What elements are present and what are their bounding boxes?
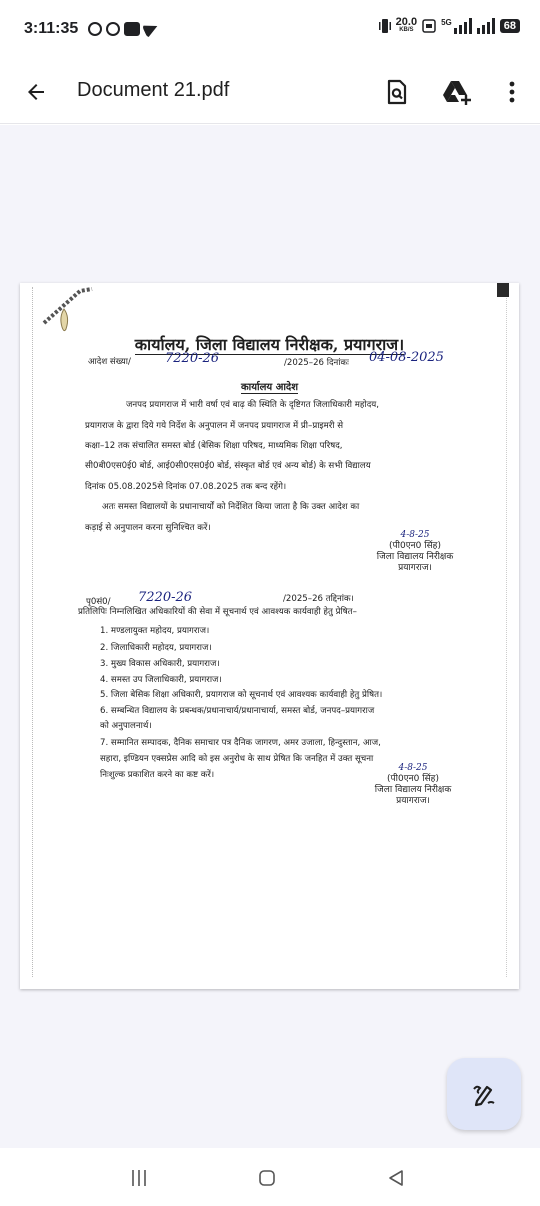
signatory-place: प्रयागराज। (398, 563, 432, 573)
signature-initials: 4-8-25 (400, 530, 430, 540)
net-speed (396, 18, 417, 34)
body-line: जनपद प्रयागराज में भारी वर्षा एवं बाढ़ की स्थिति के दृष्टिगत जिलाधिकारी महोदय, (126, 400, 379, 410)
app-bar (0, 60, 540, 124)
copy-list-item: 6. सम्बन्धित विद्यालय के प्रबन्धक/प्रधानाचार्य/प्रधानाचार्या, समस्त बोर्ड, जनपद–प्रयागराज (100, 706, 375, 716)
order-label: आदेश संख्या/ (88, 357, 131, 367)
signature-initials: 4-8-25 (398, 763, 428, 773)
net-speed-value: 20.0 (395, 16, 418, 28)
instruction-line: कड़ाई से अनुपालन करना सुनिश्चित करें। (85, 523, 211, 533)
annotate-fab[interactable] (447, 1058, 521, 1130)
order-date: 04-08-2025 (369, 350, 444, 365)
more-options-button[interactable] (496, 76, 528, 108)
add-to-drive-button[interactable] (441, 76, 473, 108)
home-button[interactable] (257, 1168, 277, 1188)
ref-year: /2025–26 तद्दिनांक। (283, 594, 354, 604)
copy-list-item: 3. मुख्य विकास अधिकारी, प्रयागराज। (100, 659, 220, 669)
copy-list-item: 5. जिला बेसिक शिक्षा अधिकारी, प्रयागराज को सूचनार्थ एवं आवश्यक कार्यवाही हेतु प्रेषित। (100, 690, 383, 700)
signatory-place: प्रयागराज। (396, 796, 430, 806)
more-vert-icon (509, 81, 515, 103)
body-line: कक्षा–12 तक संचालित समस्त बोर्ड (बेसिक शिक्षा परिषद, माध्यमिक शिक्षा परिषद, (85, 441, 343, 451)
volte-icon (422, 18, 436, 34)
office-order-subheading-text: कार्यालय आदेश (240, 382, 299, 393)
signal-icon (477, 18, 495, 34)
copy-list-item: 1. मण्डलायुक्त महोदय, प्रयागराज। (100, 626, 210, 636)
copy-list-item: निःशुल्क प्रकाशित करने का कष्ट करें। (100, 770, 215, 780)
network-type: 5G (441, 17, 452, 27)
vibrate-icon (379, 18, 391, 34)
youtube-icon (124, 22, 140, 36)
signatory-name: (पी0एन0 सिंह) (389, 541, 441, 551)
body-line: प्रयागराज के द्वारा दिये गये निर्देश के अनुपालन में जनपद प्रयागराज में प्री–प्राइमरी से (85, 421, 344, 431)
document-title: Document 21.pdf (77, 79, 230, 101)
document-heading (20, 333, 519, 355)
pdf-page[interactable] (20, 283, 519, 989)
copy-list-item: सहारा, इण्डियन एक्सप्रेस आदि को इस अनुरोध के साथ प्रेषित कि जनहित में उक्त सूचना (100, 754, 374, 764)
signatory-designation: जिला विद्यालय निरीक्षक (376, 552, 454, 562)
search-document-button[interactable] (381, 76, 413, 108)
search-document-icon (385, 79, 409, 105)
navigation-bar (0, 1148, 540, 1206)
status-right (379, 18, 520, 34)
recents-button[interactable] (129, 1168, 149, 1188)
battery-icon: 68 (500, 19, 520, 33)
signatory-designation: जिला विद्यालय निरीक्षक (374, 785, 452, 795)
office-order-subheading (20, 379, 519, 393)
order-year: /2025–26 दिनांकः (284, 358, 349, 368)
nav-back-button[interactable] (386, 1168, 406, 1188)
recents-icon (130, 1169, 148, 1187)
instagram-icon (88, 22, 102, 36)
edit-annotate-icon (471, 1081, 497, 1107)
telegram-icon (142, 20, 161, 39)
copy-intro: प्रतिलिपिः निम्नलिखित अधिकारियों की सेवा में सूचनार्थ एवं आवश्यक कार्यवाही हेतु प्रेषित– (78, 607, 357, 617)
instagram-icon (106, 22, 120, 36)
signatory-name: (पी0एन0 सिंह) (387, 774, 439, 784)
status-bar (0, 0, 540, 60)
instruction-line: अतः समस्त विद्यालयों के प्रधानाचार्यों को निर्देशित किया जाता है कि उक्त आदेश का (102, 502, 360, 512)
net-speed-unit: KB/S (399, 27, 414, 33)
signature-block-2 (358, 763, 468, 807)
paper-clip-icon (40, 285, 100, 335)
body-line: सी0बी0एस0ई0 बोर्ड, आई0सी0एस0ई0 बोर्ड, संस्कृत बोर्ड एवं अन्य बोर्ड) के सभी विद्यालय (85, 461, 371, 471)
body-line: दिनांक 05.08.2025से दिनांक 07.08.2025 तक बन्द रहेंगे। (85, 482, 287, 492)
drive-add-icon (442, 79, 472, 105)
corner-mark (497, 283, 509, 297)
home-icon (258, 1169, 276, 1187)
signature-block-1 (360, 530, 470, 574)
copy-list-item: 2. जिलाधिकारी महोदय, प्रयागराज। (100, 643, 212, 653)
back-icon (387, 1169, 405, 1187)
order-number: 7220-26 (165, 351, 220, 366)
pdf-viewer[interactable] (0, 125, 540, 1148)
copy-list-item: को अनुपालनार्थ। (100, 721, 152, 731)
signal-icon (454, 18, 472, 34)
document-heading-text: कार्यालय, जिला विद्यालय निरीक्षक, प्रयागराज। (134, 335, 405, 354)
notification-icons (88, 22, 158, 36)
copy-list-item: 7. सम्मानित सम्पादक, दैनिक समाचार पत्र दैनिक जागरण, अमर उजाला, हिन्दुस्तान, आज, (100, 738, 381, 748)
back-button[interactable] (22, 78, 50, 106)
ref-number: 7220-26 (138, 590, 193, 605)
status-time: 3:11:35 (24, 20, 79, 37)
back-arrow-icon (24, 80, 48, 104)
copy-list-item: 4. समस्त उप जिलाधिकारी, प्रयागराज। (100, 675, 222, 685)
ref-label: पृ0सं0/ (86, 597, 111, 607)
